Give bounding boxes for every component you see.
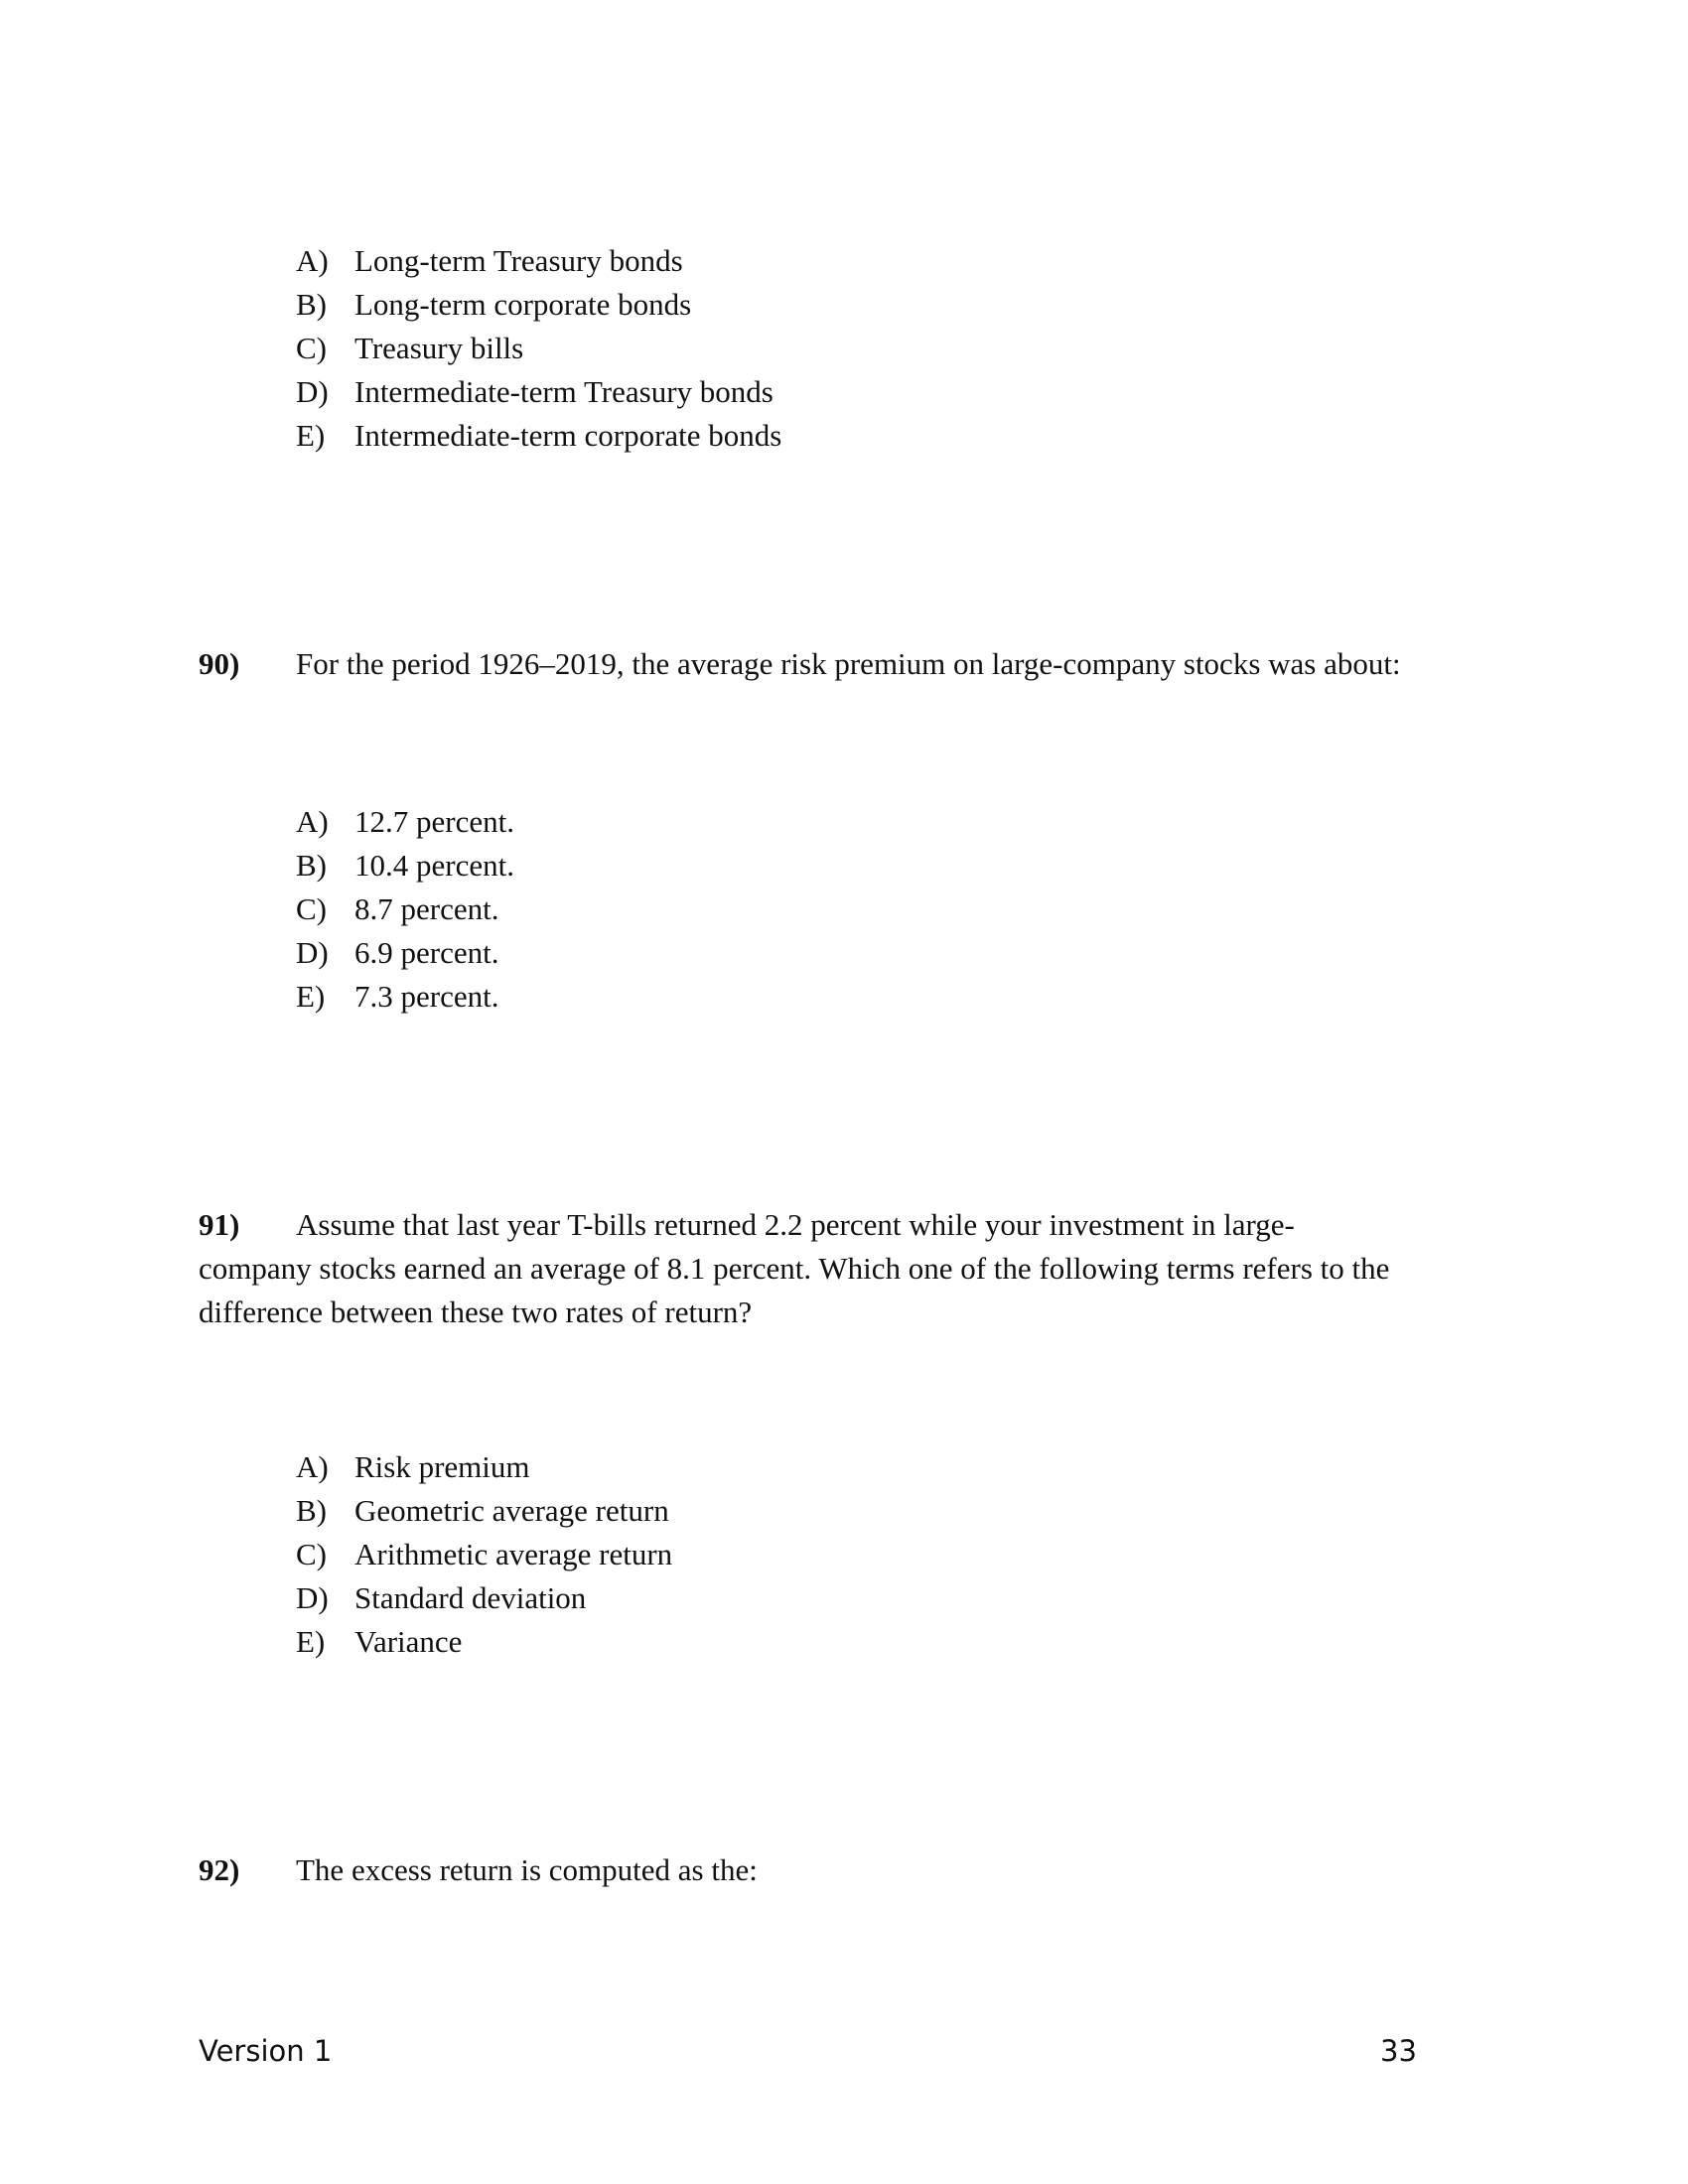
option-letter: B) — [296, 287, 327, 322]
question-text: company stocks earned an average of 8.1 percent. Which one of the following terms refers to the — [199, 1251, 1390, 1286]
q90-option-d[interactable] — [296, 931, 514, 975]
q89-option-e[interactable] — [296, 414, 781, 458]
q91-options — [296, 1445, 672, 1664]
q91-option-a[interactable] — [296, 1445, 672, 1489]
q90-option-e[interactable] — [296, 975, 514, 1019]
question-number: 92) — [199, 1852, 240, 1887]
option-text: Long-term corporate bonds — [354, 287, 692, 322]
option-text: Standard deviation — [354, 1580, 587, 1615]
option-letter: D) — [296, 1580, 329, 1615]
option-letter: E) — [296, 1624, 326, 1659]
option-letter: E) — [296, 418, 326, 453]
question-line — [199, 1247, 1489, 1291]
footer-page-number: 33 — [1380, 2034, 1417, 2068]
question-text: For the period 1926–2019, the average risk premium on large-company stocks was about: — [296, 646, 1401, 681]
q89-option-a[interactable] — [296, 239, 781, 283]
option-text: Intermediate-term Treasury bonds — [354, 374, 774, 409]
option-text: Geometric average return — [354, 1493, 669, 1528]
question-number: 90) — [199, 646, 240, 681]
option-letter: A) — [296, 243, 329, 278]
q90-option-b[interactable] — [296, 844, 514, 887]
q91-option-e[interactable] — [296, 1620, 672, 1664]
option-letter: D) — [296, 935, 329, 970]
question-line — [199, 1291, 1489, 1334]
q89-option-c[interactable] — [296, 327, 781, 370]
q90-options — [296, 800, 514, 1019]
question-text: difference between these two rates of return? — [199, 1295, 753, 1329]
question-90 — [199, 642, 1401, 686]
option-letter: C) — [296, 331, 327, 365]
q91-option-c[interactable] — [296, 1533, 672, 1576]
option-letter: B) — [296, 848, 327, 883]
option-letter: A) — [296, 804, 329, 839]
question-text: Assume that last year T-bills returned 2.2 percent while your investment in large- — [296, 1207, 1295, 1242]
q89-options — [296, 239, 781, 458]
option-letter: A) — [296, 1449, 329, 1484]
q91-option-b[interactable] — [296, 1489, 672, 1533]
option-text: 7.3 percent. — [354, 979, 499, 1014]
option-text: 6.9 percent. — [354, 935, 499, 970]
option-text: Variance — [354, 1624, 463, 1659]
option-text: Arithmetic average return — [354, 1537, 673, 1571]
question-91 — [199, 1203, 1489, 1334]
question-text: The excess return is computed as the: — [296, 1852, 758, 1887]
option-letter: B) — [296, 1493, 327, 1528]
option-letter: C) — [296, 1537, 327, 1571]
option-letter: D) — [296, 374, 329, 409]
option-text: Long-term Treasury bonds — [354, 243, 683, 278]
q89-option-d[interactable] — [296, 370, 781, 414]
question-92 — [199, 1848, 758, 1892]
option-text: Treasury bills — [354, 331, 524, 365]
q90-option-a[interactable] — [296, 800, 514, 844]
option-text: 12.7 percent. — [354, 804, 514, 839]
q89-option-b[interactable] — [296, 283, 781, 327]
option-letter: E) — [296, 979, 326, 1014]
option-text: 8.7 percent. — [354, 891, 499, 926]
footer-version: Version 1 — [199, 2034, 333, 2068]
option-text: 10.4 percent. — [354, 848, 514, 883]
q91-option-d[interactable] — [296, 1576, 672, 1620]
option-text: Risk premium — [354, 1449, 530, 1484]
q90-option-c[interactable] — [296, 887, 514, 931]
option-text: Intermediate-term corporate bonds — [354, 418, 782, 453]
option-letter: C) — [296, 891, 327, 926]
question-number: 91) — [199, 1207, 240, 1242]
question-line — [199, 1203, 1489, 1247]
